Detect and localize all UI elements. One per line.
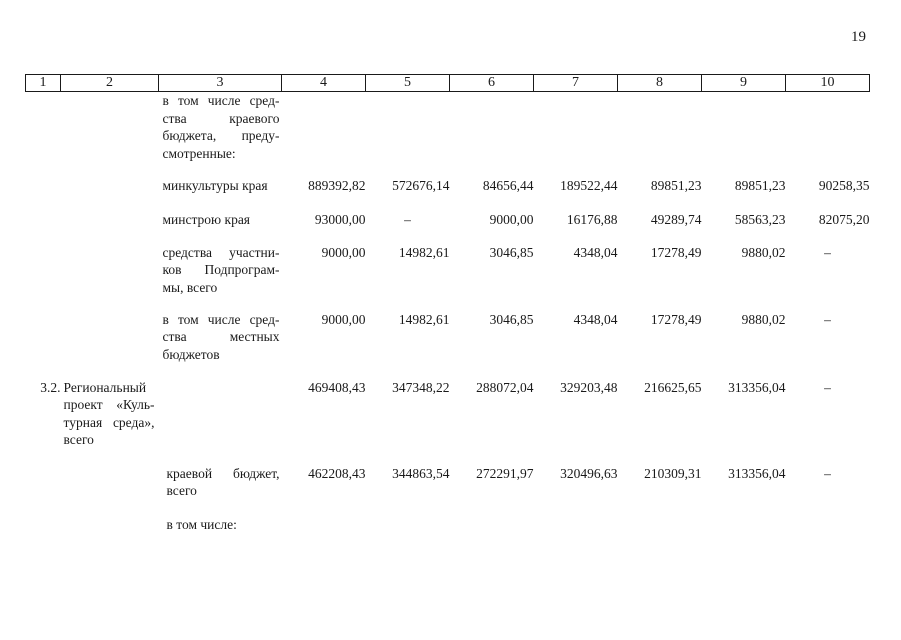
cell-value: 9000,00 xyxy=(489,211,534,227)
column-header: 8 xyxy=(618,75,702,92)
cell-value: 90258,35 xyxy=(818,177,870,193)
cell-value: 17278,49 xyxy=(650,311,702,327)
row-description: краевой бюджет, всего xyxy=(166,465,280,498)
cell-value: 49289,74 xyxy=(650,211,702,227)
cell-value: 93000,00 xyxy=(314,211,366,227)
cell-value: 17278,49 xyxy=(650,244,702,260)
cell-value: 4348,04 xyxy=(573,244,618,260)
cell-value: 4348,04 xyxy=(573,311,618,327)
cell-value: 89851,23 xyxy=(650,177,702,193)
cell-value: 189522,44 xyxy=(560,177,618,193)
table-row xyxy=(26,465,870,516)
cell-value: 3046,85 xyxy=(489,311,534,327)
cell-value: – xyxy=(824,244,831,260)
table-row xyxy=(26,516,870,546)
cell-value: 329203,48 xyxy=(560,379,618,395)
row-description: средства участни-ков Подпрограм-мы, всего xyxy=(162,244,280,295)
cell-value: 272291,97 xyxy=(476,465,534,481)
column-header: 4 xyxy=(282,75,366,92)
cell-value: 462208,43 xyxy=(308,465,366,481)
row-description: в том числе: xyxy=(166,516,237,532)
cell-value: – xyxy=(824,311,831,327)
page-number: 19 xyxy=(851,29,866,45)
row-description: минкультуры края xyxy=(162,177,268,193)
row-description: минстрою края xyxy=(162,211,251,227)
table-row xyxy=(26,311,870,379)
column-header: 9 xyxy=(702,75,786,92)
table-row xyxy=(26,379,870,465)
budget-table xyxy=(25,74,870,546)
table-row xyxy=(26,244,870,311)
cell-value: 58563,23 xyxy=(734,211,786,227)
cell-value: – xyxy=(404,211,411,227)
column-header: 6 xyxy=(450,75,534,92)
cell-value: 347348,22 xyxy=(392,379,450,395)
column-header: 3 xyxy=(159,75,282,92)
table-row xyxy=(26,211,870,244)
column-number-header-row xyxy=(26,75,870,92)
row-code: 3.2. xyxy=(40,379,61,395)
cell-value: 210309,31 xyxy=(644,465,702,481)
cell-value: 16176,88 xyxy=(566,211,618,227)
cell-value: 216625,65 xyxy=(644,379,702,395)
column-header: 2 xyxy=(61,75,159,92)
cell-value: 14982,61 xyxy=(398,244,450,260)
cell-value: 3046,85 xyxy=(489,244,534,260)
cell-value: 344863,54 xyxy=(392,465,450,481)
row-description xyxy=(159,379,282,465)
cell-value: 469408,43 xyxy=(308,379,366,395)
row-description: в том числе сред-ства местных бюджетов xyxy=(162,311,280,362)
cell-value: 9000,00 xyxy=(321,311,366,327)
cell-value: 89851,23 xyxy=(734,177,786,193)
cell-value: 288072,04 xyxy=(476,379,534,395)
cell-value: 313356,04 xyxy=(728,465,786,481)
cell-value: 9880,02 xyxy=(741,244,786,260)
column-header: 5 xyxy=(366,75,450,92)
cell-value: 84656,44 xyxy=(482,177,534,193)
row-description: в том числе сред-ства краевого бюджета, преду-смотренные: xyxy=(162,93,280,161)
cell-value: 320496,63 xyxy=(560,465,618,481)
cell-value: 14982,61 xyxy=(398,311,450,327)
table-row xyxy=(26,177,870,211)
row-name: Региональный проект «Куль-турная среда», всего xyxy=(63,379,155,447)
cell-value: 889392,82 xyxy=(308,177,366,193)
column-header: 7 xyxy=(534,75,618,92)
cell-value: 9000,00 xyxy=(321,244,366,260)
cell-value: – xyxy=(824,465,831,481)
cell-value: – xyxy=(824,379,831,395)
cell-value: 82075,20 xyxy=(818,211,870,227)
column-header: 10 xyxy=(786,75,870,92)
cell-value: 9880,02 xyxy=(741,311,786,327)
cell-value: 572676,14 xyxy=(392,177,450,193)
table-row xyxy=(26,92,870,177)
cell-value: 313356,04 xyxy=(728,379,786,395)
column-header: 1 xyxy=(26,75,61,92)
